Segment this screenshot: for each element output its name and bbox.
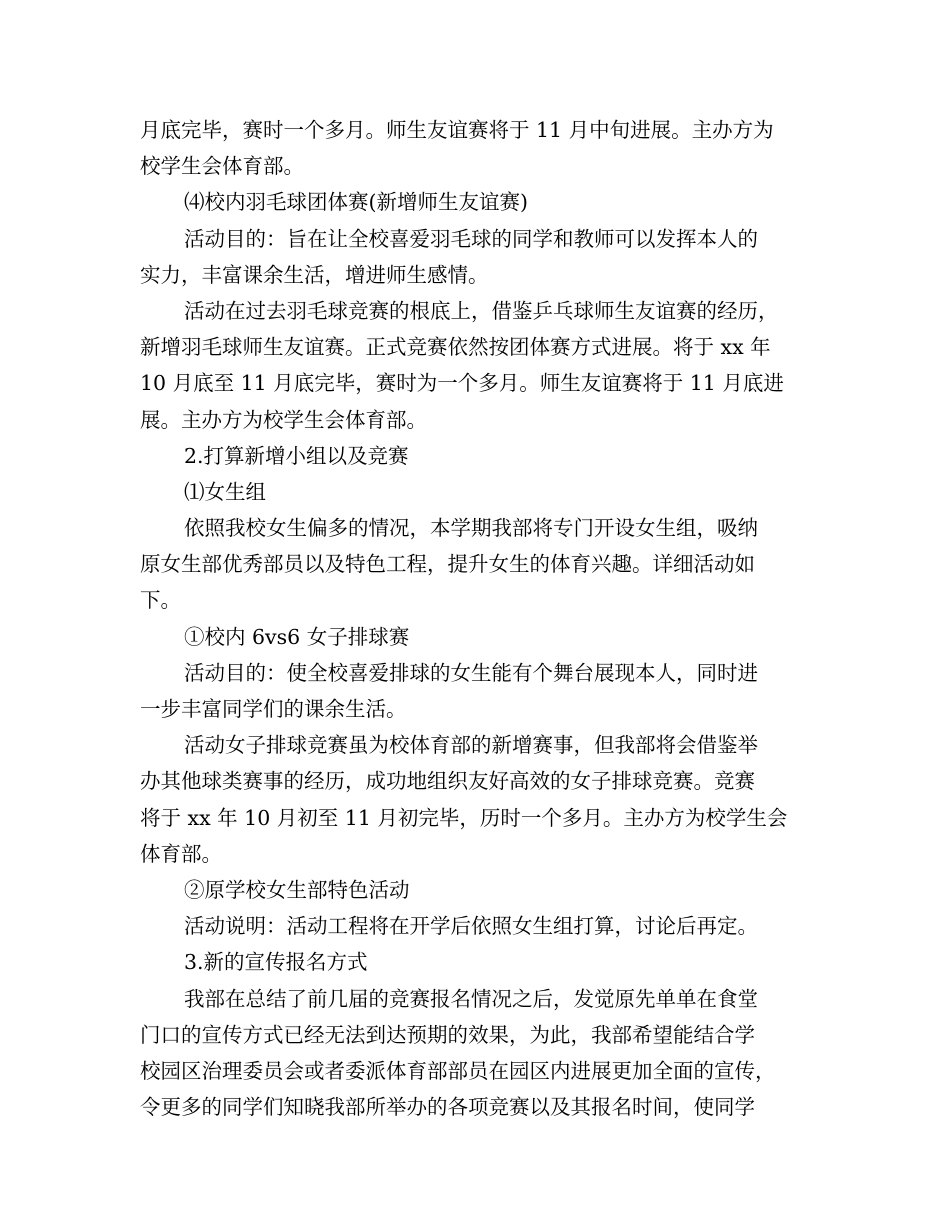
text-line: 门口的宣传方式已经无法到达预期的效果，为此，我部希望能结合学 [140,1022,755,1047]
text-line: 令更多的同学们知晓我部所举办的各项竞赛以及其报名时间，使同学 [140,1095,755,1120]
text-line: 实力，丰富课余生活，增进师生感情。 [140,262,489,287]
text-line: 新增羽毛球师生友谊赛。正式竞赛依然按团体赛方式进展。将于 xx 年 [140,335,771,360]
text-line: 活动在过去羽毛球竞赛的根底上，借鉴乒乓球师生友谊赛的经历， [184,298,779,323]
text-line: 一步丰富同学们的课余生活。 [140,697,407,721]
text-line: 将于 xx 年 10 月初至 11 月初完毕，历时一个多月。主办方为校学生会 [140,805,788,830]
text-line: 活动目的：旨在让全校喜爱羽毛球的同学和教师可以发挥本人的 [184,226,758,251]
text-line: ⑷校内羽毛球团体赛(新增师生友谊赛) [184,190,528,215]
text-line: 校学生会体育部。 [140,154,304,179]
text-line: ①校内 6vs6 女子排球赛 [184,624,410,649]
text-line: 2.打算新增小组以及竞赛 [184,443,409,468]
text-line: 体育部。 [140,841,222,866]
text-line: ⑴女生组 [184,479,266,504]
text-line: 原女生部优秀部员以及特色工程，提升女生的体育兴趣。详细活动如 [140,552,755,577]
text-line: 活动目的：使全校喜爱排球的女生能有个舞台展现本人，同时进 [184,660,758,685]
text-line: 校园区治理委员会或者委派体育部部员在园区内进展更加全面的宣传， [140,1058,776,1083]
text-line: 依照我校女生偏多的情况，本学期我部将专门开设女生组，吸纳 [184,516,758,541]
text-line: 活动女子排球竞赛虽为校体育部的新增赛事，但我部将会借鉴举 [184,733,758,758]
text-line: 10 月底至 11 月底完毕，赛时为一个多月。师生友谊赛将于 11 月底进 [140,371,784,396]
text-line: 展。主办方为校学生会体育部。 [140,407,427,432]
text-line: 办其他球类赛事的经历，成功地组织友好高效的女子排球竞赛。竞赛 [140,769,755,794]
text-line: 下。 [140,588,181,613]
text-line: 3.新的宣传报名方式 [184,950,368,975]
text-line: 活动说明：活动工程将在开学后依照女生组打算，讨论后再定。 [184,914,758,939]
document-body [140,112,812,1125]
text-line: ②原学校女生部特色活动 [184,877,410,902]
text-line: 我部在总结了前几届的竞赛报名情况之后，发觉原先单单在食堂 [184,986,758,1011]
text-line: 月底完毕，赛时一个多月。师生友谊赛将于 11 月中旬进展。主办方为 [140,118,774,142]
